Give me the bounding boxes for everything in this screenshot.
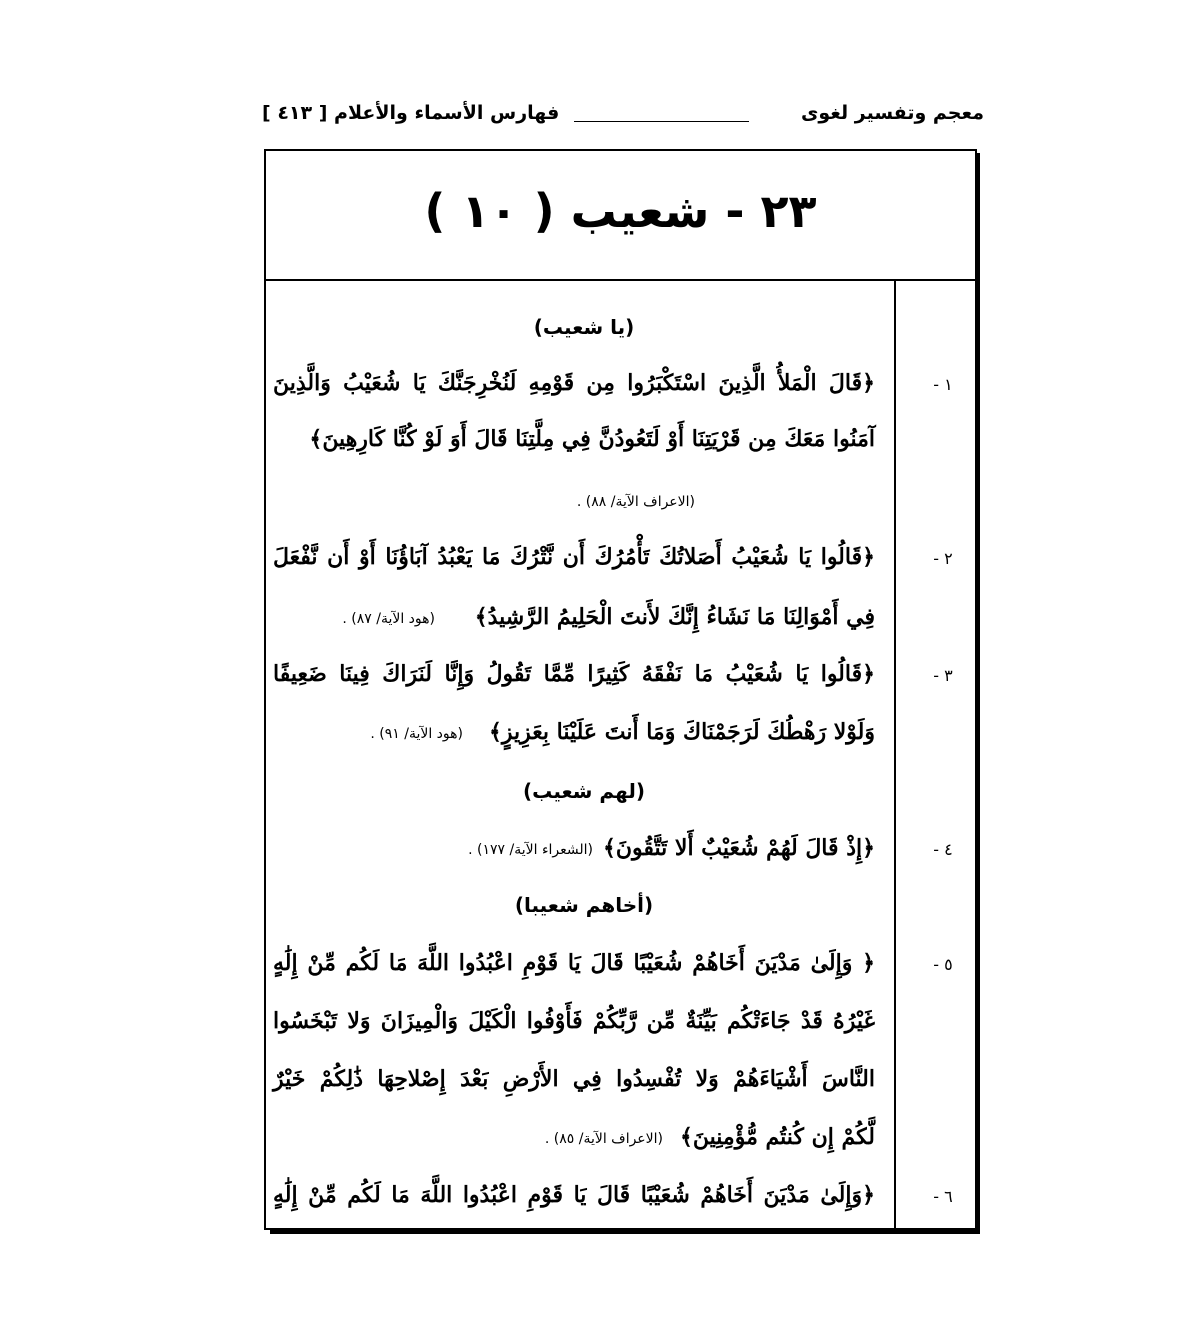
verse-line: آمَنُوا مَعَكَ مِن قَرْيَتِنَا أَوْ لَتَعُودُنَّ فِي مِلَّتِنَا قَالَ أَوَ لَوْ كُنَّا كَارِهِينَ﴾ xyxy=(309,426,875,452)
verse-line: ﴿إِذْ قَالَ لَهُمْ شُعَيْبٌ أَلا تَتَّقُونَ﴾ xyxy=(602,835,875,861)
verse-reference: (الشعراء الآية/ ١٧٧) . xyxy=(468,842,593,858)
verse-reference: (هود الآية/ ٩١) . xyxy=(370,726,463,742)
frame-shadow xyxy=(270,1230,980,1234)
content-frame xyxy=(264,149,977,1230)
section-heading: (أخاهم شعيبا) xyxy=(514,893,654,917)
verse-line: ﴿وَإِلَىٰ مَدْيَنَ أَخَاهُمْ شُعَيْبًا قَالَ يَا قَوْمِ اعْبُدُوا اللَّهَ مَا لَكُم مِّنْ إِلَٰهٍ xyxy=(273,1182,875,1208)
section-heading: (لهم شعيب) xyxy=(523,779,645,803)
header-rule xyxy=(574,121,749,122)
verse-line: فِي أَمْوَالِنَا مَا نَشَاءُ إِنَّكَ لأَنتَ الْحَلِيمُ الرَّشِيدُ﴾ xyxy=(474,604,875,630)
entry-number: ٤ - xyxy=(933,840,953,859)
chapter-title: ٢٣ - شعيب ( ١٠ ) xyxy=(424,184,817,238)
entry-number: ٢ - xyxy=(933,549,953,568)
verse-line: ﴿قَالُوا يَا شُعَيْبُ مَا نَفْقَهُ كَثِيرًا مِّمَّا تَقُولُ وَإِنَّا لَنَرَاكَ فِينَا ضَعِيفًا xyxy=(273,661,875,687)
verse-line: غَيْرُهُ قَدْ جَاءَتْكُم بَيِّنَةٌ مِّن رَّبِّكُمْ فَأَوْفُوا الْكَيْلَ وَالْمِيزَانَ وَلا تَبْخَسُوا xyxy=(273,1008,875,1034)
running-header xyxy=(262,100,984,134)
entry-number: ١ - xyxy=(933,375,953,394)
entry-number: ٣ - xyxy=(933,666,953,685)
verse-line: ﴿قَالَ الْمَلأُ الَّذِينَ اسْتَكْبَرُوا مِن قَوْمِهِ لَنُخْرِجَنَّكَ يَا شُعَيْبُ وَالَّذِينَ xyxy=(273,370,875,396)
verse-line: ﴿ وَإِلَىٰ مَدْيَنَ أَخَاهُمْ شُعَيْبًا قَالَ يَا قَوْمِ اعْبُدُوا اللَّهَ مَا لَكُم مِّنْ إِلَٰهٍ xyxy=(273,950,875,976)
verse-line: ﴿قَالُوا يَا شُعَيْبُ أَصَلاتُكَ تَأْمُرُكَ أَن نَّتْرُكَ مَا يَعْبُدُ آبَاؤُنَا أَوْ أَن نَّفْعَلَ xyxy=(273,544,875,570)
section-title: فهارس الأسماء والأعلام xyxy=(334,102,560,124)
verse-line: لَّكُمْ إِن كُنتُم مُّؤْمِنِينَ﴾ xyxy=(680,1124,875,1150)
verse-reference: (الاعراف الآية/ ٨٨) . xyxy=(576,494,695,510)
verse-reference: (الاعراف الآية/ ٨٥) . xyxy=(544,1131,663,1147)
section-heading: (يا شعيب) xyxy=(533,315,635,339)
entry-number: ٦ - xyxy=(933,1187,953,1206)
verse-line: النَّاسَ أَشْيَاءَهُمْ وَلا تُفْسِدُوا فِي الأَرْضِ بَعْدَ إِصْلاحِهَا ذَٰلِكُمْ خَيْرٌ xyxy=(273,1066,875,1092)
page-number: [ ٤١٣ ] xyxy=(262,102,328,124)
entries-area xyxy=(266,151,975,1228)
verse-line: وَلَوْلا رَهْطُكَ لَرَجَمْنَاكَ وَمَا أَنتَ عَلَيْنَا بِعَزِيزٍ﴾ xyxy=(488,719,875,745)
section-title-and-page xyxy=(262,102,559,124)
frame-shadow xyxy=(977,153,980,1234)
book-title: معجم وتفسير لغوى xyxy=(800,102,984,124)
entry-number: ٥ - xyxy=(933,955,953,974)
verse-reference: (هود الآية/ ٨٧) . xyxy=(342,611,435,627)
